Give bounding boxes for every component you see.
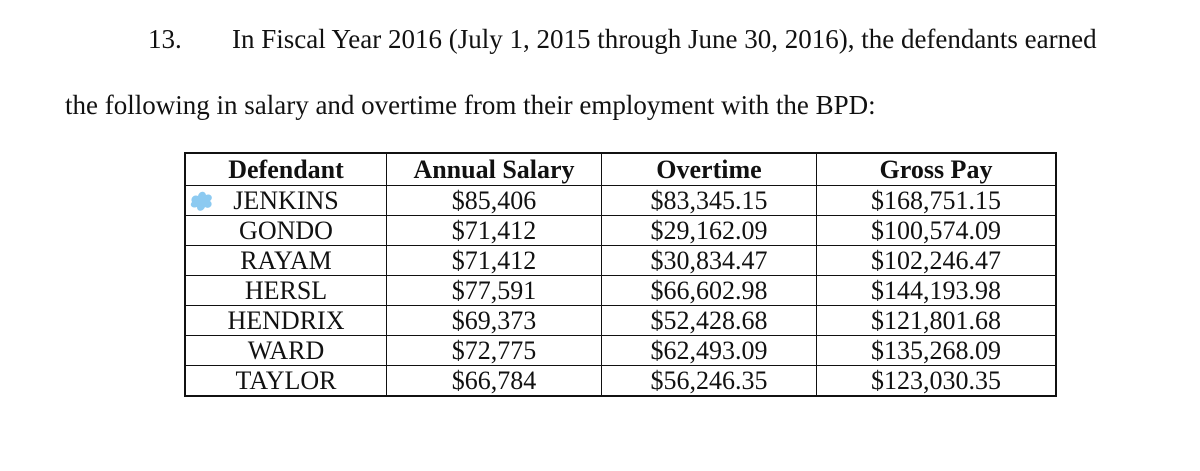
paragraph-number: 13. bbox=[148, 24, 182, 54]
cell-defendant: HENDRIX bbox=[185, 306, 387, 336]
cell-annual-salary: $77,591 bbox=[387, 276, 602, 306]
cell-overtime: $29,162.09 bbox=[602, 216, 817, 246]
cell-annual-salary: $66,784 bbox=[387, 366, 602, 397]
cell-annual-salary: $69,373 bbox=[387, 306, 602, 336]
cell-gross-pay: $123,030.35 bbox=[817, 366, 1057, 397]
table-row bbox=[185, 366, 1056, 397]
header-gross-pay: Gross Pay bbox=[817, 153, 1057, 186]
cell-gross-pay: $144,193.98 bbox=[817, 276, 1057, 306]
cell-overtime: $66,602.98 bbox=[602, 276, 817, 306]
cell-gross-pay: $121,801.68 bbox=[817, 306, 1057, 336]
header-overtime: Overtime bbox=[602, 153, 817, 186]
highlighter-mark-icon bbox=[188, 188, 216, 214]
cell-defendant: RAYAM bbox=[185, 246, 387, 276]
cell-gross-pay: $102,246.47 bbox=[817, 246, 1057, 276]
table-row bbox=[185, 276, 1056, 306]
paragraph-text-line-2: the following in salary and overtime from their employment with the BPD: bbox=[65, 90, 876, 120]
cell-defendant: WARD bbox=[185, 336, 387, 366]
table-row bbox=[185, 186, 1056, 216]
cell-defendant: JENKINS bbox=[185, 186, 387, 216]
header-annual-salary: Annual Salary bbox=[387, 153, 602, 186]
table-row bbox=[185, 246, 1056, 276]
cell-defendant: HERSL bbox=[185, 276, 387, 306]
cell-defendant: GONDO bbox=[185, 216, 387, 246]
cell-overtime: $30,834.47 bbox=[602, 246, 817, 276]
cell-defendant: TAYLOR bbox=[185, 366, 387, 397]
table-row bbox=[185, 336, 1056, 366]
header-defendant: Defendant bbox=[185, 153, 387, 186]
table-row bbox=[185, 306, 1056, 336]
paragraph-text-line-1: In Fiscal Year 2016 (July 1, 2015 through June 30, 2016), the defendants earned bbox=[232, 24, 1097, 54]
table-header-row bbox=[185, 153, 1056, 186]
cell-annual-salary: $71,412 bbox=[387, 246, 602, 276]
cell-annual-salary: $72,775 bbox=[387, 336, 602, 366]
salary-overtime-table bbox=[184, 152, 1057, 397]
cell-overtime: $56,246.35 bbox=[602, 366, 817, 397]
cell-gross-pay: $135,268.09 bbox=[817, 336, 1057, 366]
cell-annual-salary: $71,412 bbox=[387, 216, 602, 246]
cell-overtime: $62,493.09 bbox=[602, 336, 817, 366]
table-row bbox=[185, 216, 1056, 246]
cell-annual-salary: $85,406 bbox=[387, 186, 602, 216]
cell-overtime: $83,345.15 bbox=[602, 186, 817, 216]
cell-overtime: $52,428.68 bbox=[602, 306, 817, 336]
cell-gross-pay: $100,574.09 bbox=[817, 216, 1057, 246]
cell-gross-pay: $168,751.15 bbox=[817, 186, 1057, 216]
